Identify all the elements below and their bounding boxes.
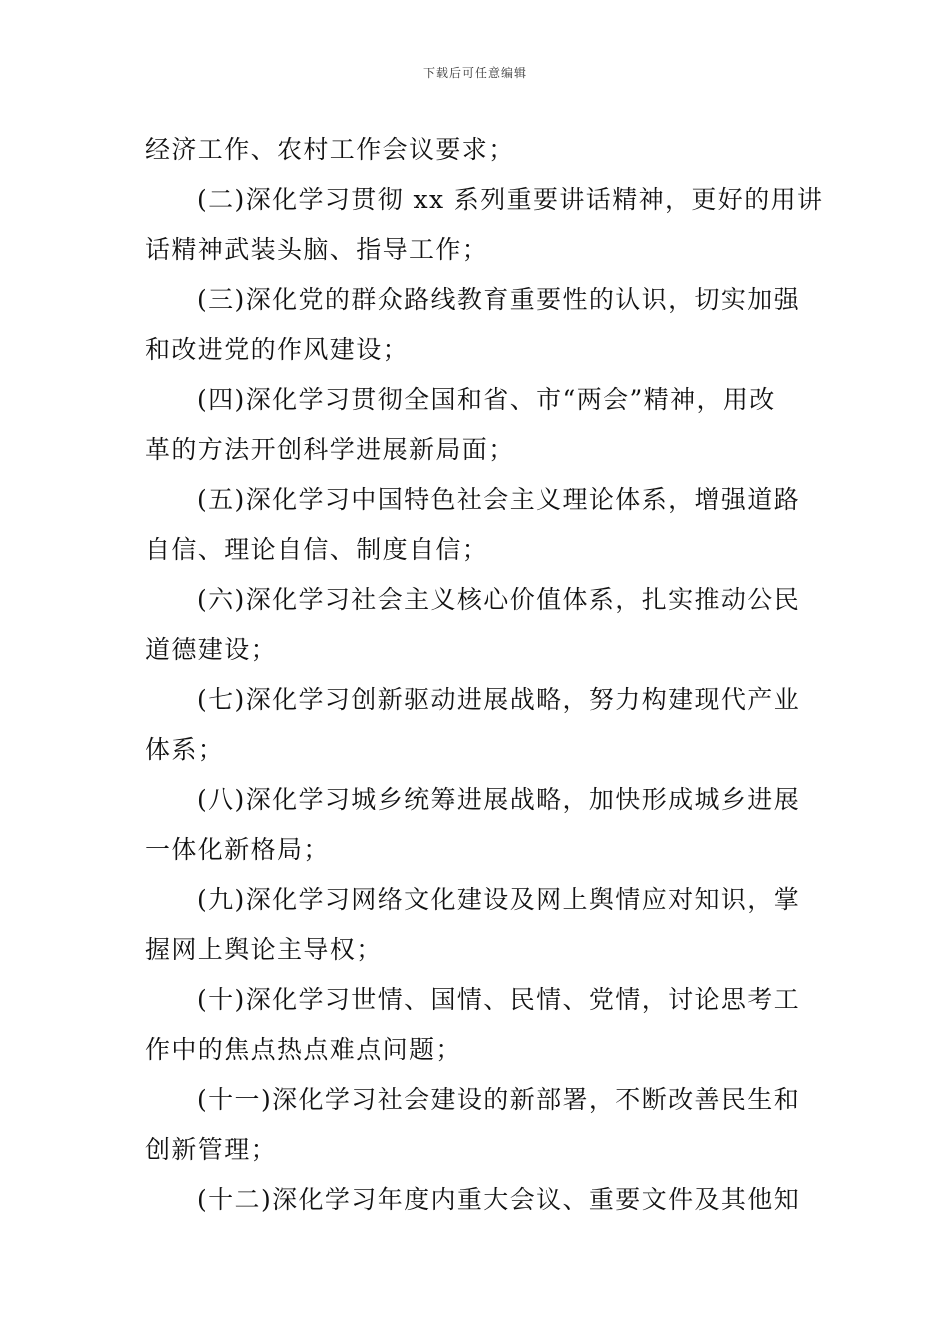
text-line: (五)深化学习中国特色社会主义理论体系，增强道路 [197,485,801,514]
text-line: (十)深化学习世情、国情、民情、党情，讨论思考工 [197,985,801,1014]
text-line: (三)深化党的群众路线教育重要性的认识，切实加强 [197,285,801,314]
text-line: 和改进党的作风建设； [145,335,410,364]
text-line: (二)深化学习贯彻 xx 系列重要讲话精神，更好的用讲 [197,185,824,214]
page-header: 下载后可任意编辑 [422,66,527,80]
text-line: (八)深化学习城乡统筹进展战略，加快形成城乡进展 [197,785,801,814]
text-line: 革的方法开创科学进展新局面； [145,435,515,464]
text-line: (十一)深化学习社会建设的新部署，不断改善民生和 [197,1085,801,1114]
text-line: 自信、理论自信、制度自信； [145,535,489,564]
text-line: (九)深化学习网络文化建设及网上舆情应对知识，掌 [197,885,801,914]
text-line: 经济工作、农村工作会议要求； [145,135,515,164]
document-body [145,125,824,1225]
text-line: (十二)深化学习年度内重大会议、重要文件及其他知 [197,1185,801,1214]
text-line: (四)深化学习贯彻全国和省、市“两会”精神，用改 [197,385,776,414]
text-line: 一体化新格局； [145,835,330,864]
text-line: 握网上舆论主导权； [145,935,383,964]
text-line: 作中的焦点热点难点问题； [145,1035,462,1064]
text-line: 话精神武装头脑、指导工作； [145,235,489,264]
text-line: (六)深化学习社会主义核心价值体系，扎实推动公民 [197,585,801,614]
text-line: 体系； [145,735,225,764]
text-line: (七)深化学习创新驱动进展战略，努力构建现代产业 [197,685,801,714]
text-line: 创新管理； [145,1135,278,1164]
text-line: 道德建设； [145,635,278,664]
